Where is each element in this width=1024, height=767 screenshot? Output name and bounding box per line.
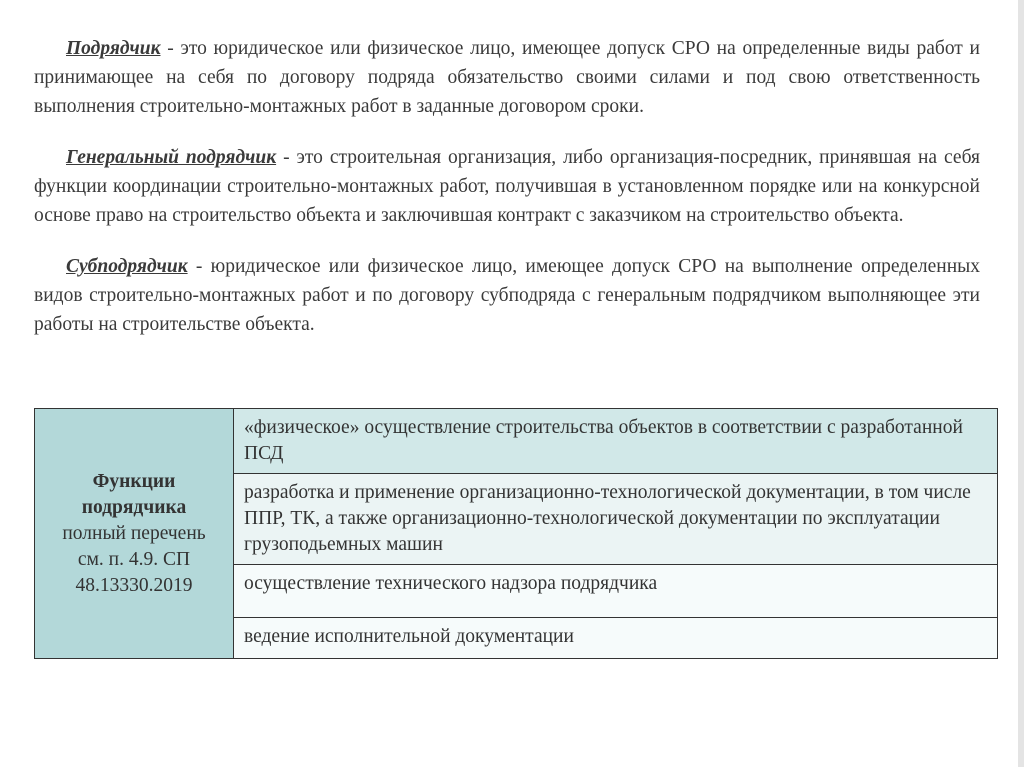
definition-contractor-text: - это юридическое или физическое лицо, имеющее допуск СРО на определенные виды работ и принимающее на себя по договору подряда обязательство своими силами и под свою ответственность выполнения строительно-монтажных работ в заданные договором сроки. bbox=[34, 38, 980, 117]
definition-general-contractor-text: - это строительная организация, либо организация-посредник, принявшая на себя функции координации строительно-монтажных работ, получившая в установленном порядке или на конкурсной основе право на строительство объекта и заключившая контракт с заказчиком на строительство объекта. bbox=[34, 147, 980, 226]
function-row-3: осуществление технического надзора подрядчика bbox=[234, 565, 998, 618]
functions-label-sub-1: полный перечень bbox=[62, 522, 206, 544]
function-row-1: «физическое» осуществление строительства объектов в соответствии с разработанной ПСД bbox=[234, 409, 998, 474]
functions-label-sub-2: см. п. 4.9. СП bbox=[77, 548, 191, 570]
definition-subcontractor bbox=[34, 252, 980, 339]
term-general-contractor: Генеральный подрядчик bbox=[66, 147, 277, 168]
definition-general-contractor bbox=[34, 143, 980, 230]
term-subcontractor: Субподрядчик bbox=[66, 256, 188, 277]
definitions-section bbox=[34, 34, 980, 361]
slide-edge bbox=[1018, 0, 1024, 767]
definition-subcontractor-text: - юридическое или физическое лицо, имеющее допуск СРО на выполнение определенных видов строительно-монтажных работ и по договору субподряда с генеральным подрядчиком выполняющее эти работы на строительстве объекта. bbox=[34, 256, 980, 335]
definition-contractor bbox=[34, 34, 980, 121]
functions-label-title-1: Функции bbox=[92, 470, 176, 492]
function-row-2: разработка и применение организационно-технологической документации, в том числе ППР, ТК, а также организационно-технологической документации по эксплуатации грузоподьемных машин bbox=[234, 474, 998, 565]
contractor-functions-table bbox=[34, 408, 998, 659]
function-row-4: ведение исполнительной документации bbox=[234, 618, 998, 659]
term-contractor: Подрядчик bbox=[66, 38, 161, 59]
functions-label-sub-3: 48.13330.2019 bbox=[75, 574, 193, 596]
functions-label-title-2: подрядчика bbox=[81, 496, 187, 518]
functions-label-cell bbox=[35, 409, 234, 659]
